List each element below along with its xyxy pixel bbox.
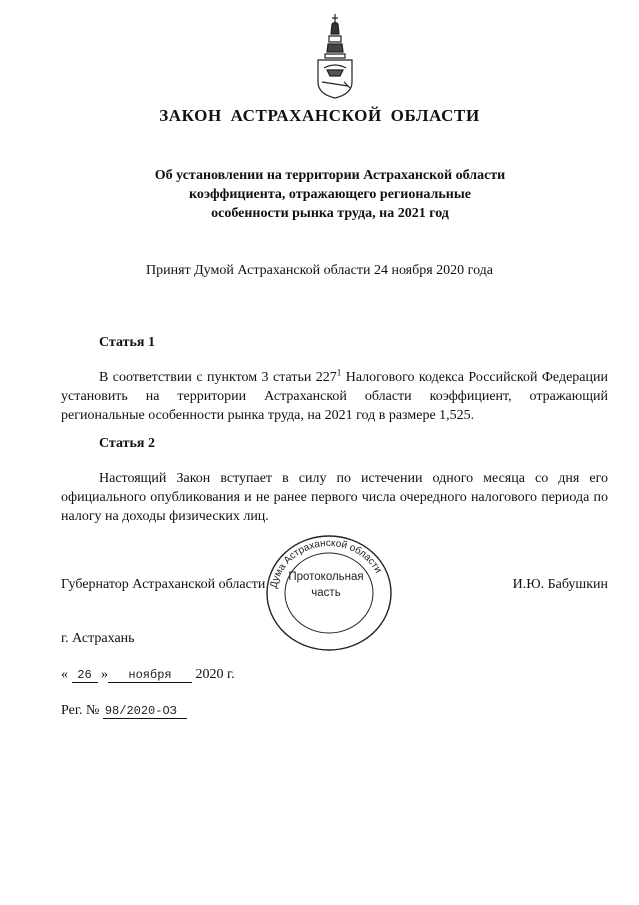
registration-label: Рег. № xyxy=(61,703,100,718)
seal-center-line: часть xyxy=(311,587,341,599)
article-1-text xyxy=(61,368,608,425)
date-month-field: ноября xyxy=(108,668,192,683)
date-open-quote: « xyxy=(61,667,68,682)
seal-ring-text: Дума Астраханской области xyxy=(268,537,384,590)
signing-date xyxy=(61,667,235,683)
law-subject xyxy=(60,166,600,223)
article-2-heading: Статья 2 xyxy=(99,436,155,451)
coat-of-arms-emblem xyxy=(310,12,360,100)
signatory-position: Губернатор Астраханской области xyxy=(61,577,266,592)
article-2-text-body: Настоящий Закон вступает в силу по истечении одного месяца со дня его официального опубликования и не ранее первого числа очередного налогового периода по налогу на доходы физических лиц. xyxy=(61,471,608,524)
article-1-heading: Статья 1 xyxy=(99,335,155,350)
article-1-text-end: Налогового кодекса Российской Федерации установить на территории Астраханской области коэффициент, отражающий региональные особенности рынка труда, на 2021 год в размере 1,525. xyxy=(61,370,608,423)
law-subject-line: коэффициента, отражающего региональные xyxy=(188,187,472,202)
article-1-superscript: 1 xyxy=(336,367,342,378)
law-title: ЗАКОН АСТРАХАНСКОЙ ОБЛАСТИ xyxy=(159,106,480,125)
adoption-note: Принят Думой Астраханской области 24 ноября 2020 года xyxy=(145,263,494,278)
law-subject-line: Об установлении на территории Астраханской области xyxy=(154,168,506,183)
law-subject-line: особенности рынка труда, на 2021 год xyxy=(211,206,449,221)
signatory-name: И.Ю. Бабушкин xyxy=(512,577,608,592)
date-day-field: 26 xyxy=(72,668,98,683)
article-1-text-start: В соответствии с пунктом 3 статьи 227 xyxy=(99,370,337,385)
signing-city: г. Астрахань xyxy=(61,631,135,646)
date-year: 2020 г. xyxy=(195,667,235,682)
registration-line xyxy=(61,703,187,719)
article-2-text xyxy=(61,469,608,526)
seal-center-text xyxy=(286,569,366,601)
seal-center-line: Протокольная xyxy=(288,571,364,583)
date-close-quote: » xyxy=(101,667,108,682)
registration-number: 98/2020-ОЗ xyxy=(103,704,187,719)
